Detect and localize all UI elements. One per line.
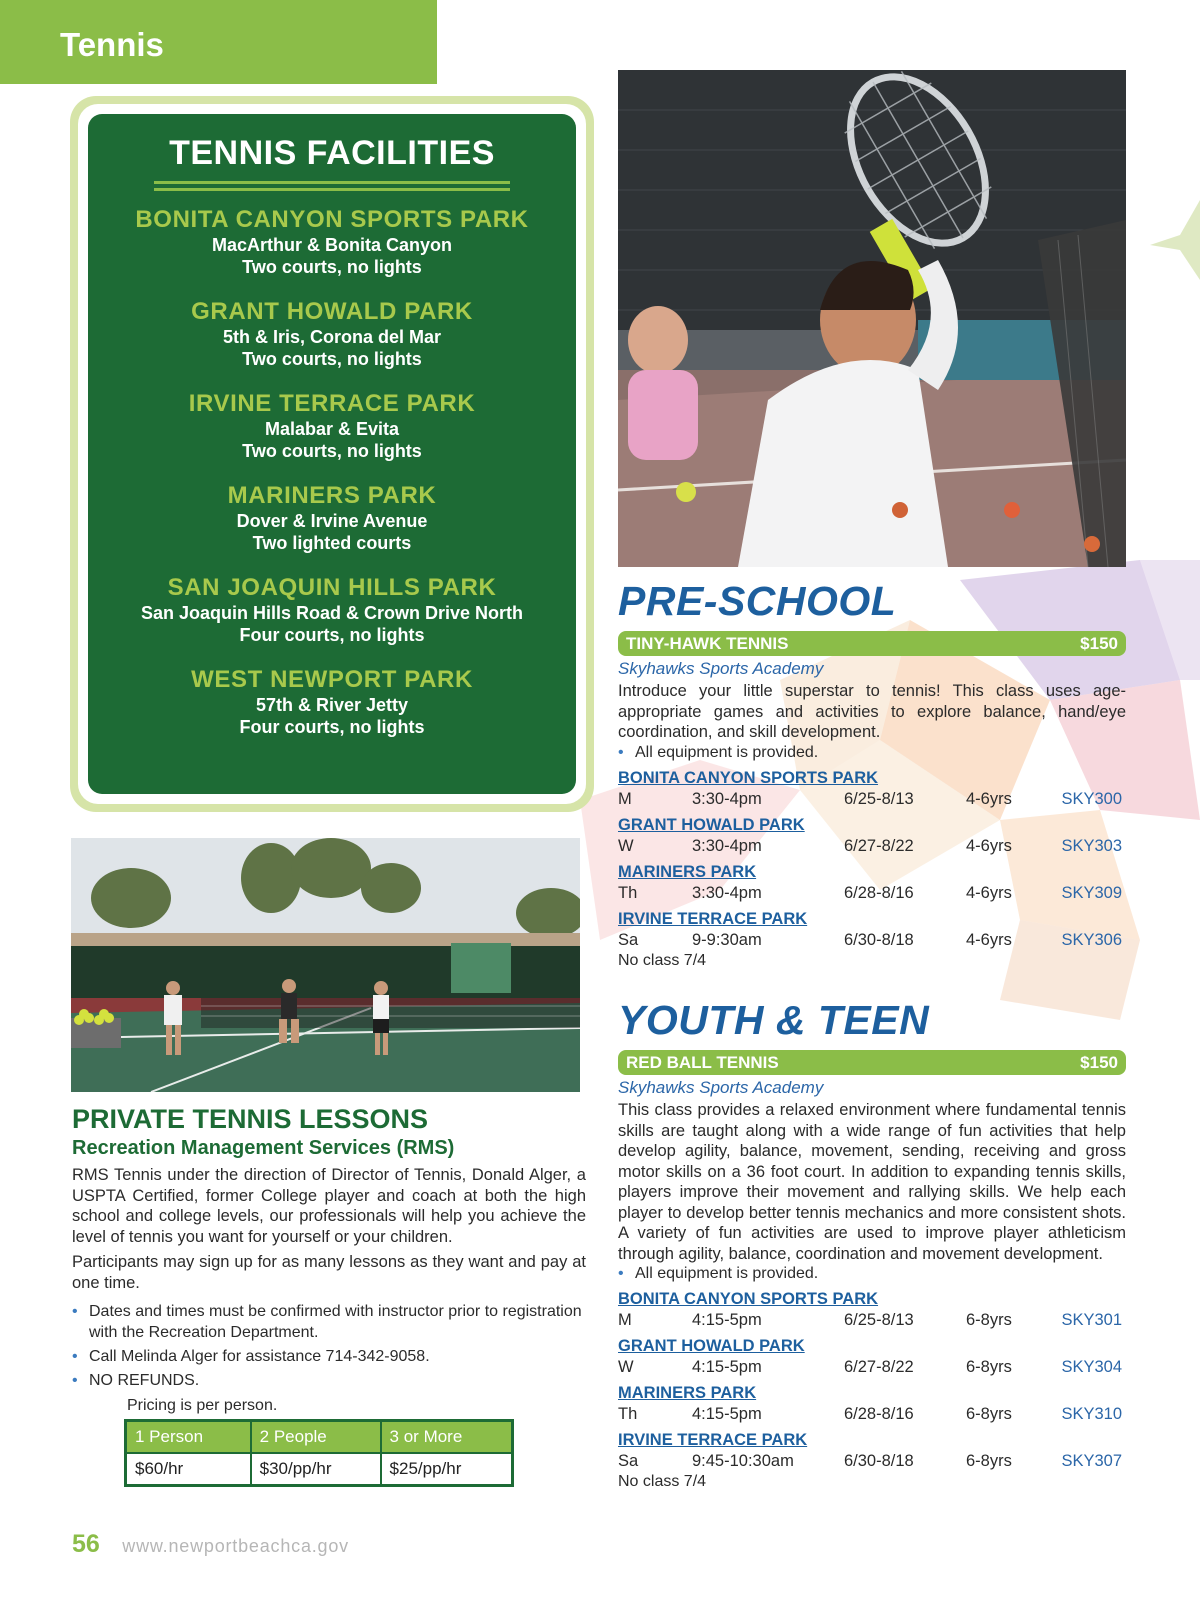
facilities-list [88, 206, 576, 738]
session-park[interactable]: GRANT HOWALD PARK [618, 1337, 805, 1355]
session-day: Th [618, 883, 638, 902]
session-block [618, 862, 1126, 904]
session-time: 4:15-5pm [692, 1358, 762, 1376]
pricing-value-row [126, 1453, 513, 1486]
equipment-note: • All equipment is provided. [618, 743, 1126, 763]
session-park[interactable]: IRVINE TERRACE PARK [618, 1431, 808, 1449]
session-time: 9-9:30am [692, 930, 762, 949]
youth-teen-heading: YOUTH & TEEN [618, 997, 930, 1043]
facility-address: Dover & Irvine Avenue [236, 511, 428, 531]
session-ages: 6-8yrs [966, 1358, 1012, 1376]
pricing-note: Pricing is per person. [127, 1397, 278, 1414]
private-lessons-section [72, 1104, 586, 1487]
session-day: M [618, 789, 632, 808]
session-ages: 4-6yrs [966, 930, 1012, 949]
private-lessons-title: PRIVATE TENNIS LESSONS [72, 1104, 429, 1134]
session-row [618, 836, 1126, 857]
session-park[interactable]: GRANT HOWALD PARK [618, 815, 805, 834]
pricing-header-cell: 2 People [251, 1421, 381, 1454]
session-block [618, 815, 1126, 857]
facility-item [88, 482, 576, 554]
class-provider: Skyhawks Sports Academy [618, 1078, 824, 1097]
session-row [618, 789, 1126, 810]
session-code[interactable]: SKY310 [1061, 1405, 1122, 1423]
session-day: Sa [618, 930, 639, 949]
session-day: W [618, 1358, 634, 1376]
session-code[interactable]: SKY304 [1061, 1358, 1122, 1376]
session-code[interactable]: SKY309 [1061, 883, 1122, 902]
session-park[interactable]: BONITA CANYON SPORTS PARK [618, 1290, 879, 1308]
session-day: M [618, 1311, 632, 1329]
session-dates: 6/30-8/18 [844, 1452, 914, 1470]
session-code[interactable]: SKY301 [1061, 1311, 1122, 1329]
facility-courts: Four courts, no lights [239, 717, 425, 737]
facility-item [88, 206, 576, 278]
session-row [618, 1404, 1126, 1425]
session-day: Th [618, 1405, 638, 1423]
class-provider: Skyhawks Sports Academy [618, 659, 824, 678]
session-exception: No class 7/4 [618, 1473, 707, 1490]
session-block [618, 768, 1126, 810]
session-time: 3:30-4pm [692, 883, 762, 902]
class-title-bar [618, 1050, 1126, 1075]
session-day: W [618, 836, 634, 855]
title-underline [154, 181, 510, 184]
session-ages: 4-6yrs [966, 789, 1012, 808]
facility-courts: Two courts, no lights [242, 441, 422, 461]
facility-address: Malabar & Evita [264, 419, 400, 439]
class-name: TINY-HAWK TENNIS [626, 633, 789, 653]
facility-courts: Two courts, no lights [242, 257, 422, 277]
tennis-court-photo [71, 838, 580, 1092]
facility-item [88, 574, 576, 646]
facility-courts: Four courts, no lights [239, 625, 425, 645]
section-tab [0, 0, 437, 84]
session-dates: 6/28-8/16 [844, 883, 914, 902]
youth-teen-section [618, 997, 1126, 1491]
bullet-item: • NO REFUNDS. [72, 1370, 586, 1391]
session-dates: 6/27-8/22 [844, 836, 914, 855]
session-time: 4:15-5pm [692, 1311, 762, 1329]
class-title-bar [618, 631, 1126, 656]
session-time: 3:30-4pm [692, 836, 762, 855]
class-description: This class provides a relaxed environment where fundamental tennis skills are taught along with a wide range of fun activities that help develop agility, balance, movement, sending, receiving and gross motor skills on a 36 foot court. In addition to expanding tennis skills, players improve their movement and rallying skills. We help each player to develop better tennis mechanics and more consistent shots. A variety of fun activities are used to improve player athleticism through agility, balance, coordination and movement development. [618, 1101, 1126, 1263]
private-lessons-description: RMS Tennis under the direction of Director of Tennis, Donald Alger, a USPTA Certified, former College player and coach at both the high school and college levels, our professionals will help you achieve the level of tennis you want for yourself or your children. [72, 1166, 586, 1246]
session-ages: 6-8yrs [966, 1311, 1012, 1329]
decorative-star-shape [1150, 200, 1200, 280]
facility-item [88, 390, 576, 462]
private-lessons-signup-note: Participants may sign up for as many lessons as they want and pay at one time. [72, 1253, 586, 1292]
session-park[interactable]: BONITA CANYON SPORTS PARK [618, 768, 879, 787]
session-block [618, 1336, 1126, 1378]
session-dates: 6/25-8/13 [844, 1311, 914, 1329]
pricing-value-cell: $30/pp/hr [251, 1453, 381, 1486]
facility-item [88, 298, 576, 370]
facility-name: IRVINE TERRACE PARK [188, 390, 476, 417]
private-lessons-subtitle: Recreation Management Services (RMS) [72, 1137, 455, 1159]
session-ages: 4-6yrs [966, 836, 1012, 855]
session-exception: No class 7/4 [618, 951, 707, 969]
session-code[interactable]: SKY303 [1061, 836, 1122, 855]
class-description: Introduce your little superstar to tennis! This class uses age-appropriate games and activities to explore balance, hand/eye coordination, and skill development. [618, 682, 1126, 741]
session-dates: 6/27-8/22 [844, 1358, 914, 1376]
session-row [618, 1310, 1126, 1331]
class-name: RED BALL TENNIS [626, 1052, 779, 1072]
session-row [618, 1451, 1126, 1472]
session-block [618, 1289, 1126, 1331]
session-block [618, 1383, 1126, 1425]
session-dates: 6/30-8/18 [844, 930, 914, 949]
page-number: 56 [72, 1530, 100, 1558]
section-tab-label: Tennis [60, 26, 164, 63]
class-price: $150 [1080, 633, 1118, 653]
facility-item [88, 666, 576, 738]
session-code[interactable]: SKY306 [1061, 930, 1122, 949]
child-tennis-photo [618, 70, 1126, 567]
page-footer [72, 1530, 349, 1559]
session-ages: 6-8yrs [966, 1405, 1012, 1423]
class-price: $150 [1080, 1052, 1118, 1072]
session-block [618, 1430, 1126, 1491]
session-ages: 4-6yrs [966, 883, 1012, 902]
facility-courts: Two lighted courts [252, 533, 412, 553]
facility-courts: Two courts, no lights [242, 349, 422, 369]
footer-url[interactable]: www.newportbeachca.gov [122, 1536, 349, 1556]
facility-name: WEST NEWPORT PARK [191, 666, 473, 693]
facilities-title: TENNIS FACILITIES [169, 134, 495, 172]
pricing-value-cell: $60/hr [126, 1453, 251, 1486]
session-row [618, 883, 1126, 904]
session-block [618, 909, 1126, 970]
pricing-header-cell: 1 Person [126, 1421, 251, 1454]
pricing-value-cell: $25/pp/hr [381, 1453, 513, 1486]
bullet-item: • Call Melinda Alger for assistance 714-342-9058. [72, 1346, 586, 1367]
session-park[interactable]: MARINERS PARK [618, 862, 757, 881]
equipment-note: • All equipment is provided. [618, 1264, 1126, 1284]
session-ages: 6-8yrs [966, 1452, 1012, 1470]
session-time: 3:30-4pm [692, 789, 762, 808]
facility-address: 5th & Iris, Corona del Mar [222, 327, 442, 347]
session-day: Sa [618, 1452, 639, 1470]
session-row [618, 1357, 1126, 1378]
facility-name: BONITA CANYON SPORTS PARK [135, 206, 529, 233]
session-time: 9:45-10:30am [692, 1452, 794, 1470]
facility-address: 57th & River Jetty [255, 695, 409, 715]
facility-address: MacArthur & Bonita Canyon [211, 235, 452, 255]
facility-name: MARINERS PARK [227, 482, 437, 509]
session-park[interactable]: IRVINE TERRACE PARK [618, 909, 808, 928]
session-code[interactable]: SKY300 [1061, 789, 1122, 808]
tennis-facilities-panel [70, 96, 594, 812]
pricing-table [124, 1419, 514, 1487]
session-dates: 6/25-8/13 [844, 789, 914, 808]
session-dates: 6/28-8/16 [844, 1405, 914, 1423]
bullet-item: • Dates and times must be confirmed with instructor prior to registration with the Recreation Department. [72, 1301, 586, 1343]
session-row [618, 930, 1126, 951]
preschool-heading: PRE-SCHOOL [618, 578, 897, 624]
pricing-header-row [126, 1421, 513, 1454]
private-lessons-bullets [72, 1301, 586, 1391]
facility-address: San Joaquin Hills Road & Crown Drive North [140, 603, 524, 623]
facility-name: SAN JOAQUIN HILLS PARK [167, 574, 497, 601]
session-time: 4:15-5pm [692, 1405, 762, 1423]
session-code[interactable]: SKY307 [1061, 1452, 1122, 1470]
session-park[interactable]: MARINERS PARK [618, 1384, 757, 1402]
pricing-header-cell: 3 or More [381, 1421, 513, 1454]
preschool-section [618, 578, 1126, 970]
facility-name: GRANT HOWALD PARK [191, 298, 473, 325]
